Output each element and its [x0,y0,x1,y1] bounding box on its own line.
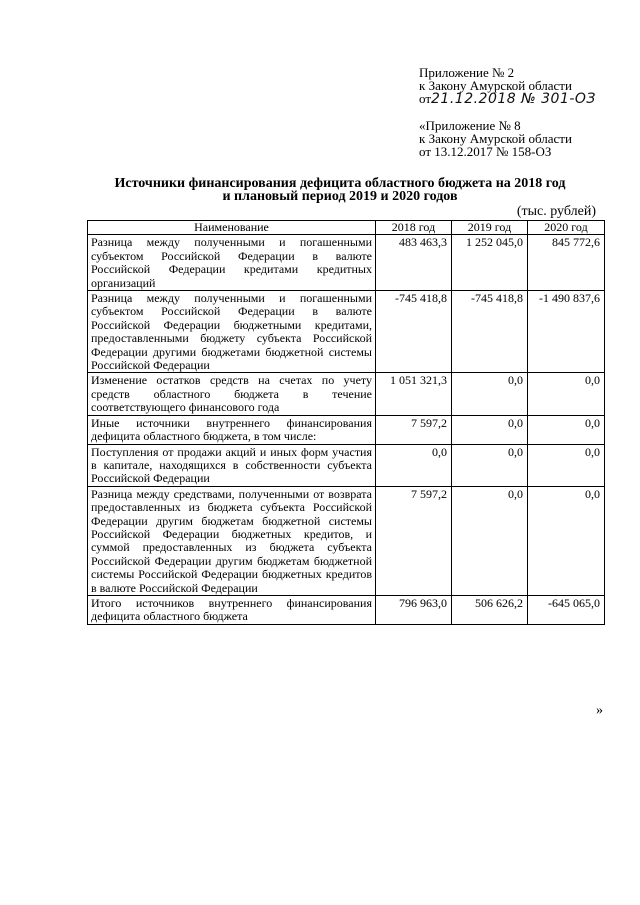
table-row [88,486,605,595]
row-value-2018: 0,0 [376,444,452,486]
row-value-2018: 1 051 321,3 [376,373,452,415]
row-value-2018: 7 597,2 [376,486,452,595]
reference-law: к Закону Амурской области [419,131,572,146]
row-value-2020: 0,0 [528,444,605,486]
table-row [88,291,605,373]
row-name: Разница между полученными и погашенными субъектом Российской Федерации в валюте Российской Федерации кредитами кредитных организаций [88,235,376,291]
financing-table [87,220,605,625]
handwritten-date-number: 21.12.2018 № 301-ОЗ [431,91,596,107]
row-value-2018: -745 418,8 [376,291,452,373]
row-value-2019: 0,0 [452,415,528,444]
row-name: Иные источники внутреннего финансирования дефицита областного бюджета, в том числе: [88,415,376,444]
row-value-2020: 0,0 [528,486,605,595]
appendix-date-prefix: от [419,91,432,106]
row-value-2020: -1 490 837,6 [528,291,605,373]
row-name: Итого источников внутреннего финансирования дефицита областного бюджета [88,595,376,624]
row-value-2018: 7 597,2 [376,415,452,444]
appendix-block [419,66,619,106]
appendix-date-line [419,92,619,106]
row-name: Разница между средствами, полученными от возврата предоставленных из бюджета субъекта Российской Федерации другим бюджетам бюджетной системы Российской Федерации бюджетных кредитов, и суммой предоставленных из бюджета субъекта Российской Федерации другим бюджетам бюджетной системы Российской Федерации бюджетных кредитов в валюте Российской Федерации [88,486,376,595]
appendix-title: Приложение № 2 [419,65,515,80]
reference-title: «Приложение № 8 [419,118,521,133]
row-value-2019: 0,0 [452,373,528,415]
reference-date: от 13.12.2017 № 158-ОЗ [419,144,552,159]
table-row [88,235,605,291]
title-line-1: Источники финансирования дефицита областного бюджета на 2018 год [114,176,566,191]
table-row [88,415,605,444]
table-row [88,444,605,486]
appendix-law: к Закону Амурской области [419,78,572,93]
row-value-2020: 845 772,6 [528,235,605,291]
closing-quote: » [596,703,603,718]
title-line-2: и плановый период 2019 и 2020 годов [222,189,458,204]
row-value-2020: 0,0 [528,373,605,415]
row-name: Изменение остатков средств на счетах по учету средств областного бюджета в течение соответствующего финансового года [88,373,376,415]
row-value-2019: 506 626,2 [452,595,528,624]
row-value-2019: 1 252 045,0 [452,235,528,291]
document-title [60,177,620,203]
header-2018: 2018 год [376,221,452,235]
row-value-2019: 0,0 [452,444,528,486]
units-label: (тыс. рублей) [516,204,596,219]
header-name: Наименование [88,221,376,235]
header-2019: 2019 год [452,221,528,235]
row-value-2019: -745 418,8 [452,291,528,373]
header-2020: 2020 год [528,221,605,235]
row-value-2018: 483 463,3 [376,235,452,291]
table-row [88,373,605,415]
row-value-2018: 796 963,0 [376,595,452,624]
reference-block [419,119,619,158]
table-total-row [88,595,605,624]
row-value-2020: -645 065,0 [528,595,605,624]
row-name: Поступления от продажи акций и иных форм участия в капитале, находящихся в собственности субъекта Российской Федерации [88,444,376,486]
row-name: Разница между полученными и погашенными субъектом Российской Федерации в валюте Российской Федерации бюджетными кредитами, предоставленными бюджету субъекта Российской Федерации другими бюджетами бюджетной системы Российской Федерации [88,291,376,373]
table-header-row [88,221,605,235]
row-value-2019: 0,0 [452,486,528,595]
row-value-2020: 0,0 [528,415,605,444]
